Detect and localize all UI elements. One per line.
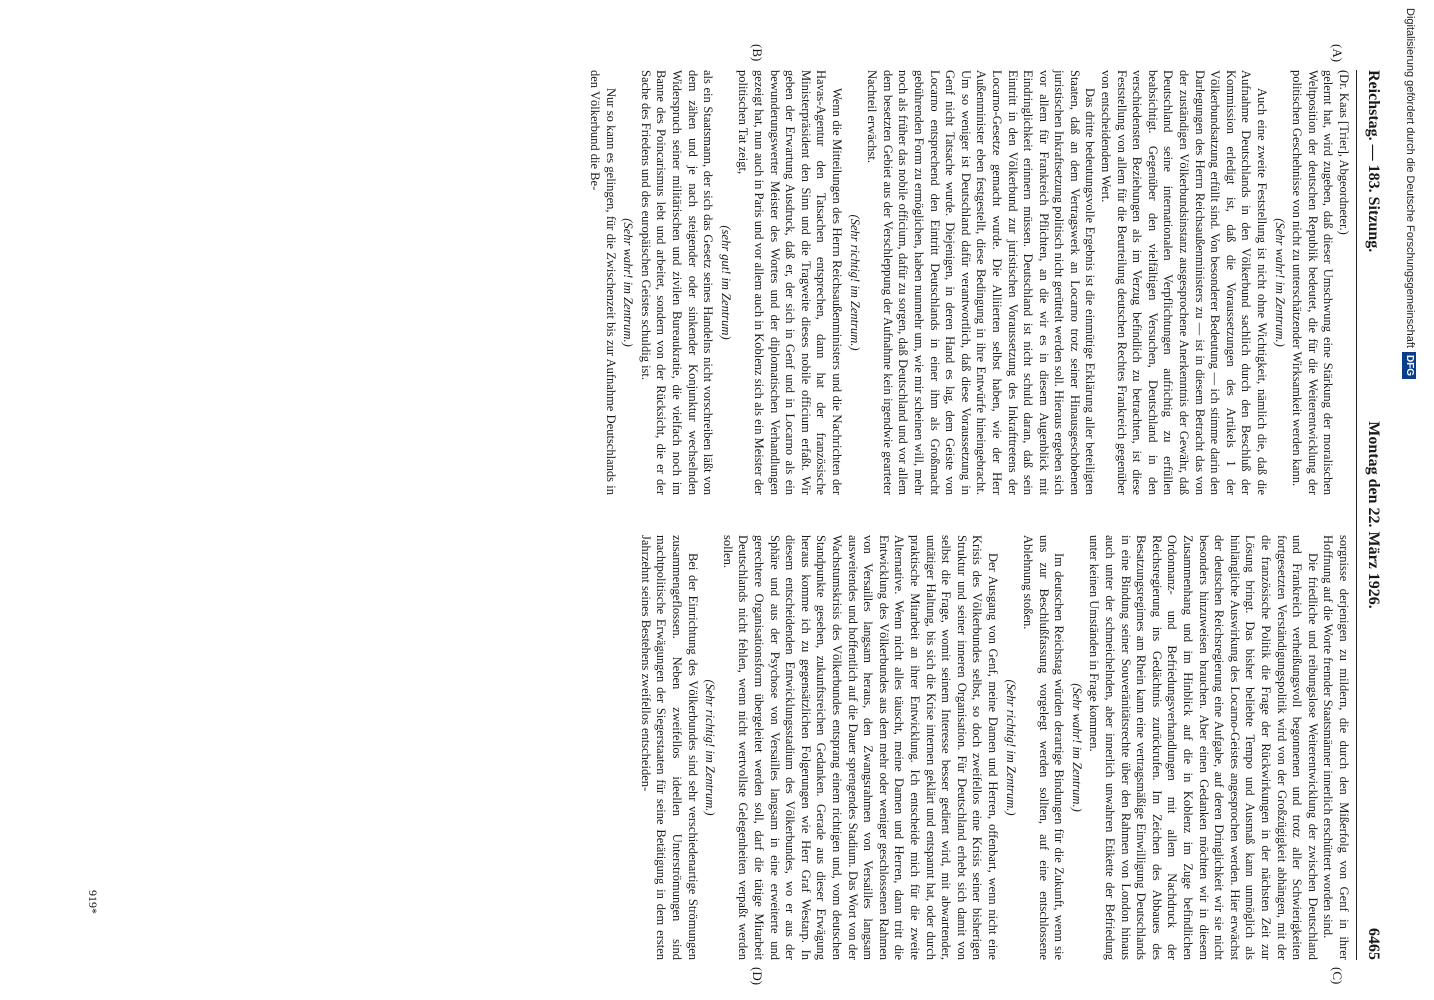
header-date: Montag den 22. März 1926. [1365,421,1382,609]
interjection: (Sehr wahr! im Zentrum.) [621,218,636,347]
paragraph: Bei der Einrichtung des Völkerbundes sind sehr verschiedenartige Strömungen zusammengeflossen. Neben zweifellos ideellen Unterströmungen sind machtpolitische Erwägungen der Siegerstaaten für seine Betätigung in dem ersten Jahrzehnt seines Bestehens zweifellos entscheiden- [638,535,700,960]
speaker-line: (Dr. Kaas [Trier], Abgeordneter.) [1337,70,1351,235]
dfg-credit-strip [1398,8,1422,992]
paragraph: Nur so kann es gelingen, für die Zwischenzeit bis zur Aufnahme Deutschlands in den Völkerbund die Be- [588,70,618,495]
paragraph: Das dritte bedeutungsvolle Ergebnis ist die einmütige Erklärung aller beteiligten Staaten, daß an dem Vertragswerk an Locarno trotz seiner Hinausgeschobenen juristischen Inkraftsetzung politisch nicht gerüttelt werden soll. Hieraus ergeben sich vor allem für Frankreich Pflichten, an die wir es in diesem Augenblick mit Eindringlichkeit erinnern müssen. Deutschland ist nicht schuld daran, daß sein Eintritt in den Völkerbund zur juristischen Voraussetzung des Inkrafttretens der Locarno-Gesetze gemacht wurde. Die Alliierten selbst haben, wie der Herr Außenminister eben festgestellt, diese Bedingung in ihre Entwürfe hineingebracht. Um so weniger ist Deutschland dafür verantwortlich, daß diese Voraussetzung in Genf nicht Tatsache wurde. Diejenigen, in deren Hand es lag, dem Geiste von Locarno entsprechend den Eintritt Deutschlands in einer ihm als Großmacht gebührenden Form zu ermöglichen, haben nunmehr um, wie mir scheinen will, mehr noch als früher das nobile officium, dafür zu sorgen, daß Deutschland und vor allem dem besetzten Gebiet aus der Verschleppung der Aufnahme kein irgendwie gearteter Nachteil erwächst. [865,70,1098,495]
signature-mark: 919* [86,890,100,914]
dfg-logo: DFG [1402,352,1416,379]
header-left: Reichstag. — 183. Sitzung. [1365,70,1382,253]
page-header [1356,70,1385,960]
left-column [111,70,1351,495]
interjection: (Sehr richtig! im Zentrum.) [703,679,718,816]
credit-text: Digitalisierung gefördert durch die Deutsche Forschungsgemeinschaft [1404,8,1416,348]
margin-marker-d: (D) [750,967,765,986]
paragraph: Auch eine zweite Feststellung ist nicht ohne Wichtigkeit, nämlich die, daß die Aufnahme Deutschlands in den Völkerbund sachlich durch den Beschluß der Kommission erledigt ist, daß die Voraussetzungen des Artikels 1 der Völkerbundsatzung erfüllt sind. Von besonderer Bedeutung — ich stimme darin den Darlegungen des Herrn Reichsaußenministers zu — ist in diesem Betracht das von der zuständigen Völkerbundsinstanz ausgesprochene Anerkenntnis der Gewähr, daß Deutschland seine internationalen Verpflichtungen aufrichtig zu erfüllen beabsichtigt. Gegenüber den vielfältigen Versuchen, Deutschland in den verschiedensten Beziehungen als im Verzug befindlich zu betrachten, ist diese Feststellung von allem für die Beurteilung deutschen Rechtes Frankreich gegenüber von entscheidendem Wert. [1099,70,1270,495]
paragraph: Die friedliche und reibungslose Weiterentwicklung der zwischen Deutschland und Frankreich verheißungsvoll begonnenen und trotz aller Schwierigkeiten fortgesetzten Verständigungspolitik wird von der Großzügigkeit abhängen, mit der die französische Politik die Frage der Rückwirkungen in der nächsten Zeit zur Lösung bringt. Das bisher beliebte Tempo und Ausmaß kann unmöglich als hinlängliche Auswirkung des Locarno-Geistes angesprochen werden. Hier erwächst der deutschen Reichsregierung eine Aufgabe, auf deren Dringlichkeit wir sie nicht besonders hinzuweisen brauchen. Aber einen Gedanken möchten wir in diesem Zusammenhang und im Hinblick auf die in Koblenz im Zuge befindlichen Ordonnanz- und Befriedungsverhandlungen mit allem Nachdruck der Reichsregierung ins Gedächtnis zurückrufen. Im Zeichen des Abbaues des Besatzungsregimes am Rhein kann eine vertragsmäßige Einwilligung Deutschlands in eine Bindung seiner Souveränitätsrechte über den Rahmen von London hinaus auch unter der schmeichelnden, aber innerlich unwahren Etikette der Befriedung unter keinen Umständen in Frage kommen. [1087,535,1320,960]
interjection: (Sehr wahr! im Zentrum.) [1272,218,1287,347]
paragraph: Im deutschen Reichstag würden derartige Bindungen für die Zukunft, wenn sie uns zur Beschlußfassung vorgelegt werden sollten, auf eine entschlossene Ablehnung stoßen. [1021,535,1067,960]
right-column [111,535,1351,960]
page-number: 6465 [1365,928,1382,960]
paragraph: Der Ausgang von Genf, meine Damen und Herren, offenbart, wenn nicht eine Krisis des Völkerbundes selbst, so doch zweifellos eine Krisis seiner bisherigen Struktur und seiner inneren Organisation. Für Deutschland erhebt sich damit von selbst die Frage, womit seinem Interesse besser gedient wird, mit abwartender, untätiger Haltung, bis sich die Krise internen geklärt und entspannt hat, oder durch praktische Mitarbeit an ihrer Entwicklung. Ich entscheide mich für die zweite Alternative. Wenn nicht alles täuscht, meine Damen und Herren, dann tritt die Entwicklung des Völkerbundes aus dem mehr oder weniger geschlossenen Rahmen von Versailles langsam heraus, den Zwangsrahmen von Versailles langsam ausweitendes und hoffentlich auf die Dauer sprengendes Stadium. Das Wort von der Wachstumskrisis des Völkerbundes entsprang einem richtigen und, vom deutschen Standpunkte gesehen, zukunftsreichen Gedanken. Gerade aus dieser Erwägung heraus komme ich zu gegensätzlichen Folgerungen wie Herr Graf Westarp. In diesem entscheidenden Entwicklungsstadium des Völkerbundes, wo er aus der Sphäre und aus der Psychose von Versailles langsam in eine erweiterte und gerechtere Organisationsform übergeleitet werden soll, darf die tätige Mitarbeit Deutschlands nicht fehlen, wenn nicht wertvollste Gelegenheiten verpaßt werden sollen. [720,535,1000,960]
margin-marker-c: (C) [1330,967,1345,985]
paragraph: gelernt hat, wird zugeben, daß dieser Umschwung eine Stärkung der moralischen Weltposition der deutschen Republik bedeutet, die für die Weiterentwicklung der politischen Geschehnisse von nicht zu unterschätzender Wirksamkeit werden kann. [1290,70,1336,495]
interjection: (Sehr wahr! im Zentrum.) [1069,683,1084,812]
paragraph: sorgnisse derjenigen zu mildern, die durch den Mißerfolg von Genf in ihrer Hoffnung auf die Worte fremder Staatsmänner innerlich erschüttert worden sind. [1321,535,1351,960]
margin-marker-a: (A) [1330,44,1345,63]
margin-marker-b: (B) [750,44,765,62]
interjection: (sehr gut! im Zentrum) [718,225,733,340]
interjection: (Sehr richtig! im Zentrum.) [1003,679,1018,816]
paragraph: Wenn die Mitteilungen des Herrn Reichsaußenministers und die Nachrichten der Havas-Agentur den Tatsachen entsprechen, dann hat der französische Ministerpräsident den Sinn und die Tragweite dieses nobile officium erfaßt. Wir geben der Erwartung Ausdruck, daß er, der sich in Genf und in Locarno als ein bewunderungswerter Meister des Wortes und der diplomatischen Verhandlungen gezeigt hat, nun auch in Paris und vor allem auch in Koblenz sich als ein Meister der politischen Tat zeigt, [736,70,844,495]
paragraph: als ein Staatsmann, der sich das Gesetz seines Handelns nicht vorschreiben läßt von dem zähen und je nach steigender oder sinkender Konjunktur wechselnden Widerspruch seiner militärischen und zivilen Bureaukratie, die vielfach noch im Banne des Poincarismus lebt und arbeitet, sondern von der Rücksicht, die er der Sache des Friedens und des europäischen Geistes schuldig ist. [638,70,716,495]
scanned-page [85,44,1385,986]
interjection: (Sehr richtig! im Zentrum.) [847,214,862,351]
rotated-page [85,44,1385,986]
